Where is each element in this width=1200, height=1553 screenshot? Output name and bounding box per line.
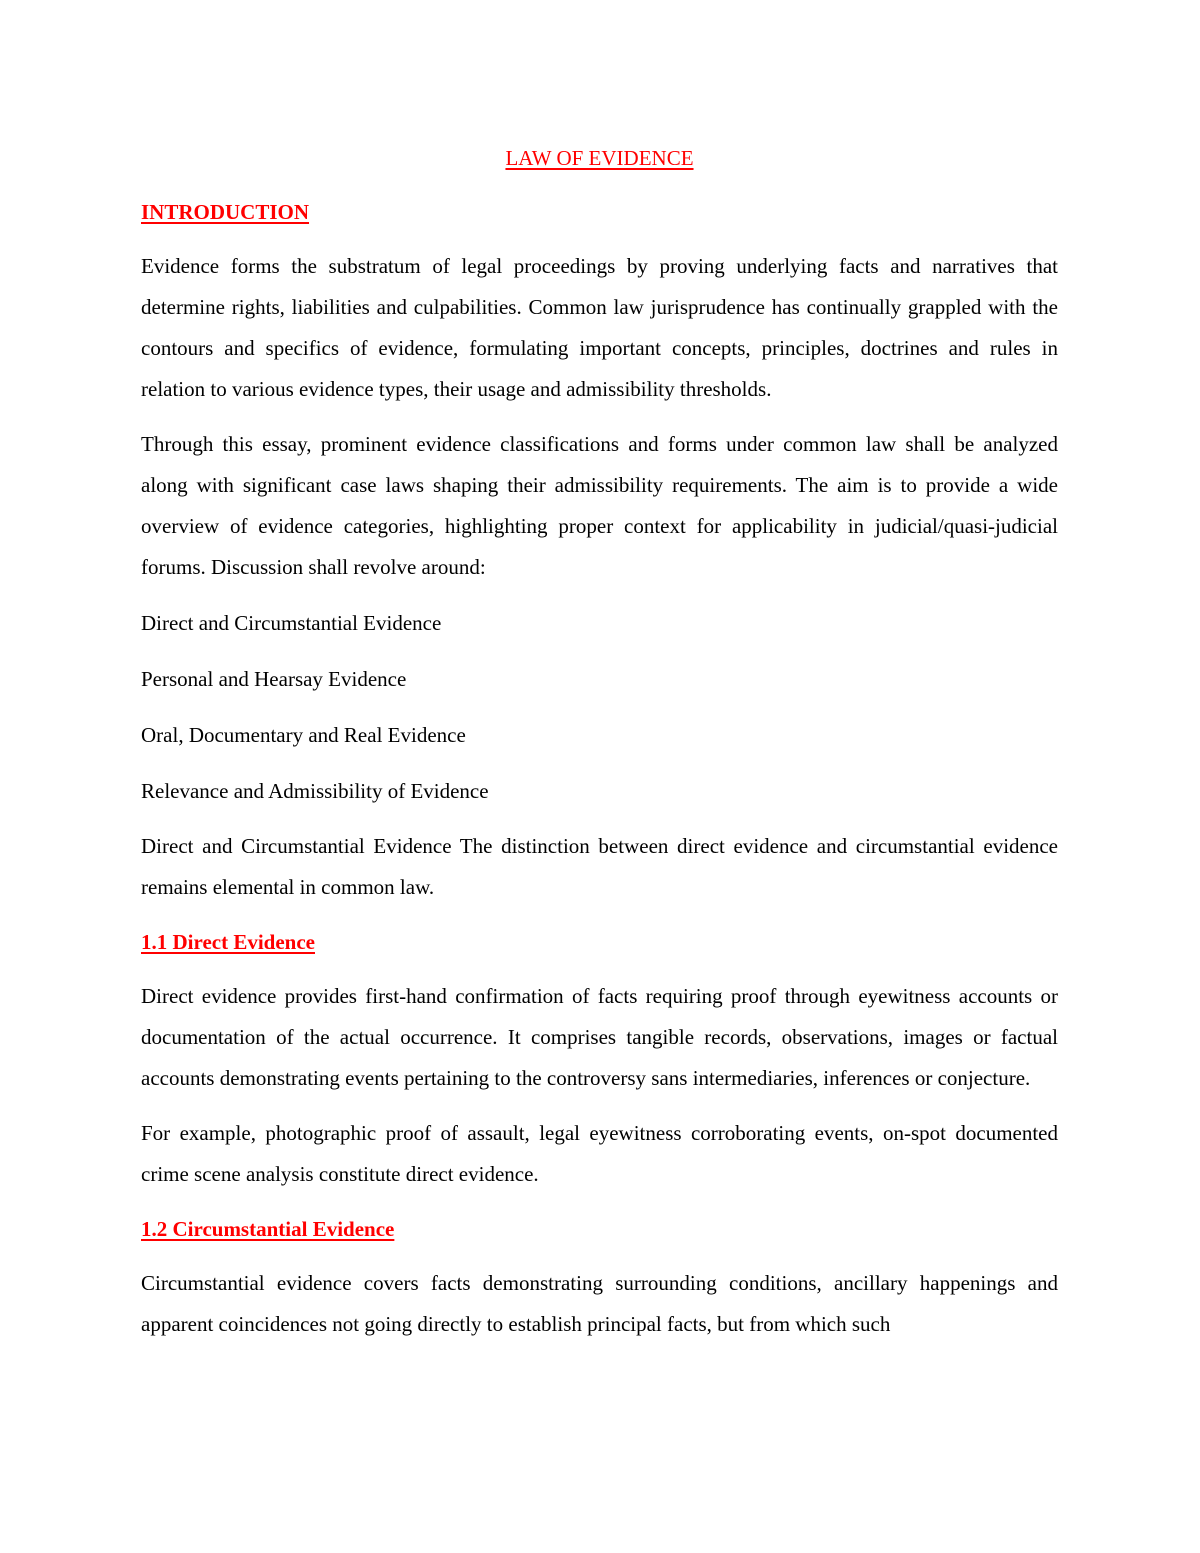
direct-evidence-heading: 1.1 Direct Evidence: [141, 930, 315, 954]
direct-evidence-paragraph-1: Direct evidence provides first-hand confirmation of facts requiring proof through eyewitness accounts or documentation of the actual occurrence. It comprises tangible records, observations, images or factual accounts demonstrating events pertaining to the controversy sans intermediaries, inferences or conjecture.: [141, 984, 1058, 1090]
introduction-heading: INTRODUCTION: [141, 200, 310, 224]
document-page: [141, 138, 1058, 1345]
topic-item: Oral, Documentary and Real Evidence: [141, 723, 466, 747]
direct-evidence-paragraph-2: For example, photographic proof of assault, legal eyewitness corroborating events, on-spot documented crime scene analysis constitute direct evidence.: [141, 1121, 1058, 1186]
topic-item: Personal and Hearsay Evidence: [141, 667, 407, 691]
intro-paragraph-1: Evidence forms the substratum of legal proceedings by proving underlying facts and narratives that determine rights, liabilities and culpabilities. Common law jurisprudence has continually grappled with the contours and specifics of evidence, formulating important concepts, principles, doctrines and rules in relation to various evidence types, their usage and admissibility thresholds.: [141, 254, 1058, 401]
circumstantial-evidence-paragraph-1: Circumstantial evidence covers facts demonstrating surrounding conditions, ancillary happenings and apparent coincidences not going directly to establish principal facts, but from which such: [141, 1271, 1058, 1336]
intro-paragraph-2: Through this essay, prominent evidence classifications and forms under common law shall be analyzed along with significant case laws shaping their admissibility requirements. The aim is to provide a wide overview of evidence categories, highlighting proper context for applicability in judicial/quasi-judicial forums. Discussion shall revolve around:: [141, 432, 1058, 579]
document-title: LAW OF EVIDENCE: [505, 146, 694, 170]
topic-item: Direct and Circumstantial Evidence: [141, 611, 442, 635]
section-intro-paragraph: Direct and Circumstantial Evidence The distinction between direct evidence and circumstantial evidence remains elemental in common law.: [141, 834, 1058, 899]
circumstantial-evidence-heading: 1.2 Circumstantial Evidence: [141, 1217, 395, 1241]
topic-item: Relevance and Admissibility of Evidence: [141, 779, 489, 803]
